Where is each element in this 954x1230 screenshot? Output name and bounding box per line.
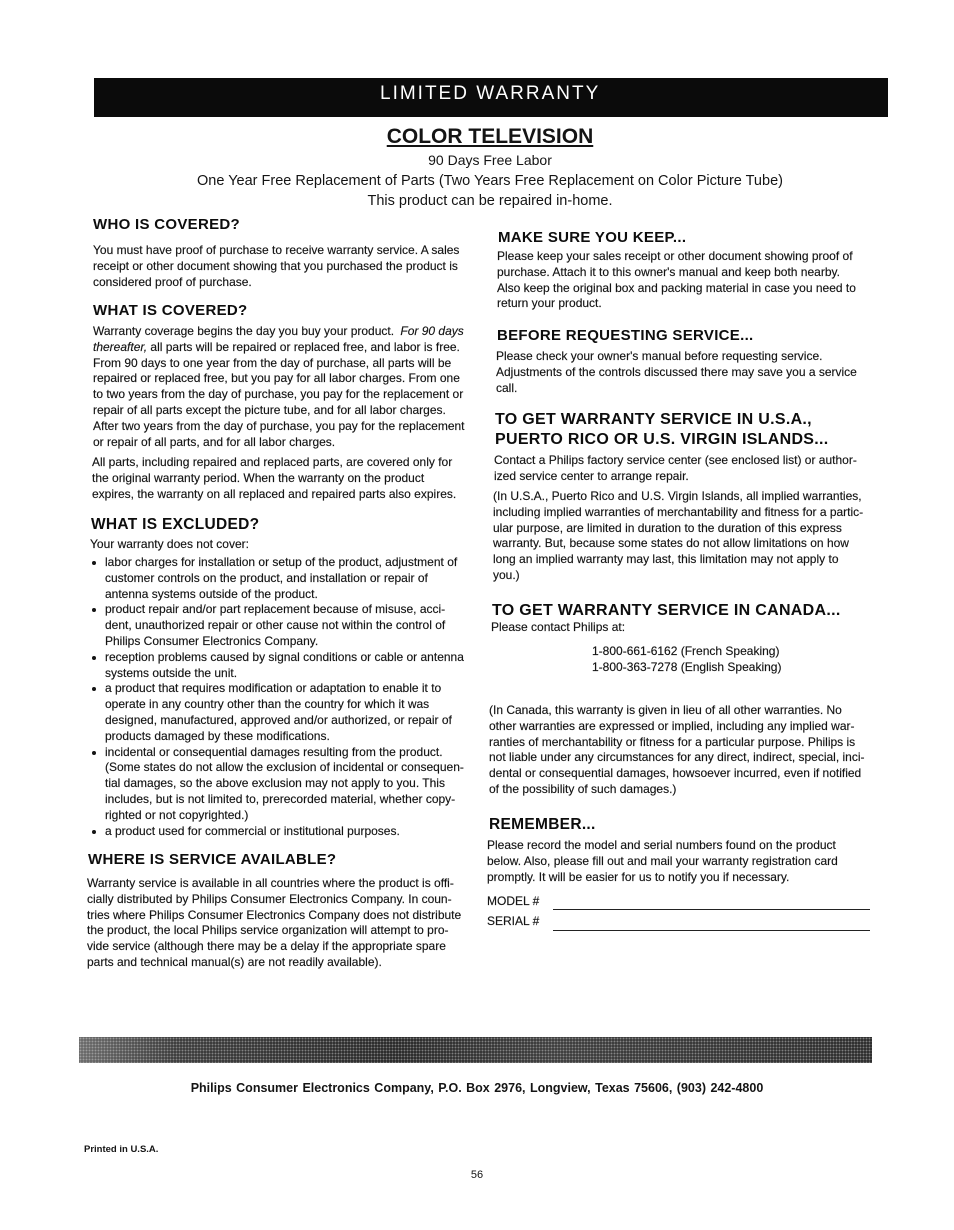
text-line: including implied warranties of merchantability and fitness for a partic-: [493, 504, 864, 519]
text-line: of the possibility of such damages.): [489, 781, 677, 796]
heading-line: TO GET WARRANTY SERVICE IN U.S.A.,: [495, 411, 812, 428]
bullet-icon: [92, 830, 96, 834]
text-line: dental or consequential damages, howsoever incurred, even if notified: [489, 766, 862, 781]
text-line: a product that requires modification or adaptation to enable it to: [105, 681, 442, 696]
text-line: product repair and/or part replacement because of misuse, acci-: [105, 602, 446, 617]
text-line: Adjustments of the controls discussed there may save you a service: [496, 364, 857, 379]
text-line: You must have proof of purchase to receive warranty service. A sales: [93, 243, 460, 257]
text-line: you.): [493, 567, 520, 582]
text-segment: Warranty coverage begins the day you buy your product.: [93, 324, 395, 338]
usa-implied-warranty-note: [493, 489, 863, 584]
bullet-icon: [92, 561, 96, 565]
text-line: vide service (although there may be a delay if the appropriate spare: [87, 939, 446, 954]
text-line: labor charges for installation or setup of the product, adjustment of: [105, 555, 458, 569]
bullet-icon: [92, 751, 96, 755]
heading-what-is-excluded: WHAT IS EXCLUDED?: [91, 516, 260, 533]
text-line: tries where Philips Consumer Electronics Company does not distribute: [87, 907, 462, 922]
text-line: operate in any country other than the country for which it was: [105, 697, 430, 712]
in-home-repair-line: This product can be repaired in-home.: [367, 193, 613, 209]
text-line: dent, unauthorized repair or other cause not within the control of: [105, 618, 446, 633]
text-line: purchase. Attach it to this owner's manual and keep both nearby.: [497, 264, 840, 279]
text-line: systems outside the unit.: [105, 665, 238, 680]
text-line: other warranties are expressed or implied, including any implied war-: [489, 718, 855, 733]
text-line: to two years from the day of purchase, you pay for the replacement or: [93, 387, 464, 402]
text-line: antenna systems outside of the product.: [105, 586, 318, 601]
text-line: below. Also, please fill out and mail your warranty registration card: [487, 853, 838, 868]
text-line: Warranty service is available in all countries where the product is offi-: [87, 876, 454, 890]
text-line: reception problems caused by signal conditions or cable or antenna: [105, 649, 464, 664]
text-line: After two years from the day of purchase, you pay for the replacement: [93, 418, 465, 433]
heading-canada-warranty-service: TO GET WARRANTY SERVICE IN CANADA...: [492, 602, 841, 619]
text-line: a product used for commercial or institutional purposes.: [105, 823, 400, 838]
text-line: Contact a Philips factory service center (see enclosed list) or author-: [494, 453, 857, 467]
text-line: the original warranty period. When the warranty on the product: [92, 470, 425, 485]
phone-number: 1-800-363-7278 (English Speaking): [592, 660, 782, 674]
excluded-intro: Your warranty does not cover:: [90, 537, 249, 551]
text-line: ized service center to arrange repair.: [494, 468, 689, 483]
heading-line: PUERTO RICO OR U.S. VIRGIN ISLANDS...: [495, 431, 829, 448]
serial-number-blank-line: [553, 930, 870, 931]
exclusion-item: [90, 681, 464, 744]
text-line: considered proof of purchase.: [93, 274, 252, 289]
exclusion-item: [90, 602, 464, 649]
text-line: not liable under any circumstances for any direct, indirect, special, inci-: [489, 750, 865, 765]
heading-what-is-covered: WHAT IS COVERED?: [93, 302, 248, 319]
parts-coverage-line: One Year Free Replacement of Parts (Two Years Free Replacement on Color Picture Tube): [197, 173, 783, 189]
canada-phone-list: [592, 643, 781, 675]
text-line: products damaged by these modifications.: [105, 728, 330, 743]
make-sure-text: [497, 249, 856, 312]
company-address: Philips Consumer Electronics Company, P.O. Box 2976, Longview, Texas 75606, (903) 242-4800: [190, 1081, 764, 1095]
before-service-text: [496, 349, 857, 396]
text-line: incidental or consequential damages resulting from the product.: [105, 744, 443, 759]
heading-usa-warranty-service: [495, 410, 829, 450]
text-line: includes, but is not limited to, prerecorded material, whether copy-: [105, 791, 456, 806]
text-line: Please check your owner's manual before requesting service.: [496, 349, 823, 363]
remember-text: [487, 838, 838, 885]
italic-text-segment: thereafter,: [93, 339, 148, 354]
bullet-icon: [92, 608, 96, 612]
text-line: return your product.: [497, 296, 602, 311]
model-number-blank-line: [553, 909, 870, 910]
heading-who-is-covered: WHO IS COVERED?: [93, 216, 241, 233]
text-line: call.: [496, 380, 518, 395]
exclusion-item: [90, 824, 464, 840]
text-line: [93, 340, 465, 356]
text-segment: all parts will be repaired or replaced free, and labor is free.: [150, 339, 460, 354]
text-line: designed, manufactured, approved and/or authorized, or repair of: [105, 712, 452, 727]
text-line: cially distributed by Philips Consumer Electronics Company. In coun-: [87, 891, 452, 906]
text-line: Please keep your sales receipt or other document showing proof of: [497, 249, 853, 263]
text-line: (In U.S.A., Puerto Rico and U.S. Virgin Islands, all implied warranties,: [493, 489, 862, 503]
model-number-label: MODEL #: [487, 894, 540, 908]
text-line: Please record the model and serial numbers found on the product: [487, 838, 836, 852]
exclusion-item: [90, 745, 464, 824]
canada-warranty-note: [489, 703, 865, 798]
canada-contact-intro: Please contact Philips at:: [491, 620, 626, 634]
text-line: or repair of all parts, and for all labor charges.: [93, 434, 336, 449]
text-line: receipt or other document showing that you purchased the product is: [93, 258, 458, 273]
printed-in-label: Printed in U.S.A.: [84, 1144, 159, 1155]
text-line: From 90 days to one year from the day of purchase, all parts will be: [93, 355, 452, 370]
where-service-text: [87, 876, 461, 971]
text-line: Philips Consumer Electronics Company.: [105, 633, 319, 648]
halftone-banner-bar: [79, 1037, 872, 1063]
exclusion-item: [90, 650, 464, 682]
text-line: warranty. But, because some states do not allow limitations on how: [493, 536, 849, 551]
text-line: righted or not copyrighted.): [105, 807, 249, 822]
bullet-icon: [92, 656, 96, 660]
heading-make-sure-you-keep: MAKE SURE YOU KEEP...: [498, 229, 687, 246]
product-title: COLOR TELEVISION: [386, 125, 594, 148]
exclusion-list: [90, 555, 464, 839]
text-line: (In Canada, this warranty is given in lieu of all other warranties. No: [489, 703, 842, 717]
labor-coverage-line: 90 Days Free Labor: [428, 152, 552, 168]
text-line: repaired or replaced free, but you pay for all labor charges. From one: [93, 371, 460, 386]
text-line: ranties of merchantability or fitness for a particular purpose. Philips is: [489, 734, 856, 749]
text-line: [93, 324, 465, 340]
italic-text-segment: For 90 days: [400, 324, 464, 338]
text-line: tial damages, so the above exclusion may not apply to you. This: [105, 776, 445, 791]
heading-before-requesting-service: BEFORE REQUESTING SERVICE...: [497, 327, 754, 344]
text-line: repair of all parts except the picture tube, and for all labor charges.: [93, 402, 446, 417]
heading-remember: REMEMBER...: [489, 816, 596, 833]
text-line: ular purpose, are limited in duration to the duration of this express: [493, 520, 842, 535]
banner-title: LIMITED WARRANTY: [380, 83, 601, 104]
what-is-covered-text: [93, 324, 465, 450]
serial-number-label: SERIAL #: [487, 914, 540, 928]
bullet-icon: [92, 687, 96, 691]
text-line: long an implied warranty may last, this limitation may not apply to: [493, 552, 839, 567]
heading-where-is-service-available: WHERE IS SERVICE AVAILABLE?: [88, 851, 337, 868]
who-is-covered-text: [93, 243, 459, 290]
text-line: (Some states do not allow the exclusion of incidental or consequen-: [105, 760, 464, 775]
page-number: 56: [470, 1169, 484, 1181]
exclusion-item: [90, 555, 464, 602]
text-line: promptly. It will be easier for us to notify you if necessary.: [487, 869, 790, 884]
text-line: Also keep the original box and packing material in case you need to: [497, 280, 856, 295]
text-line: All parts, including repaired and replaced parts, are covered only for: [92, 455, 453, 469]
text-line: customer controls on the product, and installation or repair of: [105, 570, 428, 585]
limited-warranty-banner: [94, 78, 888, 117]
text-line: the product, the local Philips service organization will attempt to pro-: [87, 923, 449, 938]
what-is-covered-note: [92, 455, 456, 502]
text-line: parts and technical manual(s) are not readily available).: [87, 954, 382, 969]
phone-number: 1-800-661-6162 (French Speaking): [592, 644, 780, 658]
text-line: expires, the warranty on all replaced and repaired parts also expires.: [92, 486, 457, 501]
usa-contact-text: [494, 453, 857, 485]
